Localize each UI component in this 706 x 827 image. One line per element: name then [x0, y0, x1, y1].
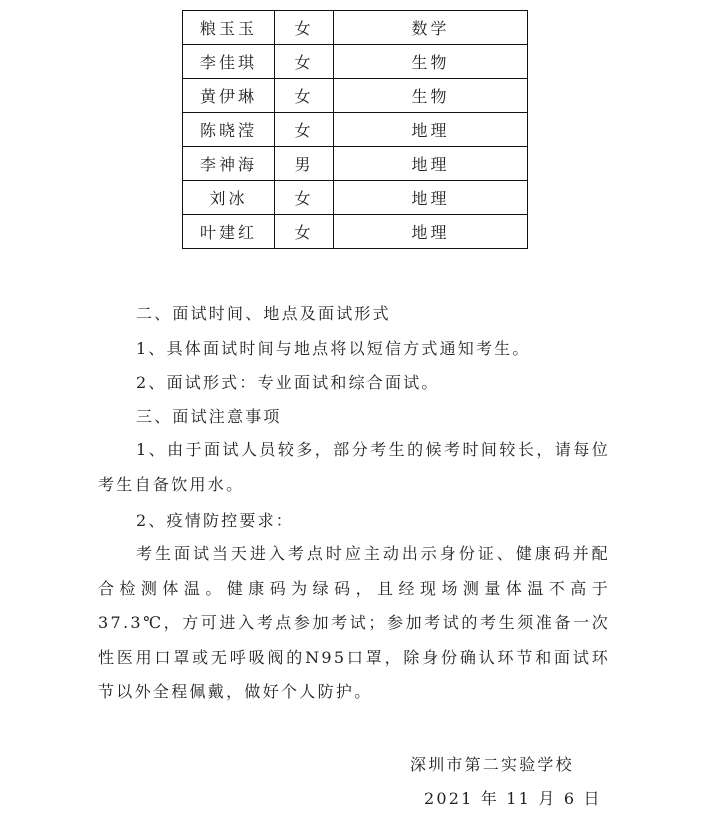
candidate-name: 李神海	[183, 147, 275, 181]
candidate-gender: 女	[275, 45, 334, 79]
candidate-subject: 数学	[334, 11, 528, 45]
table-row	[183, 215, 528, 249]
section2-item-2: 2、面试形式：专业面试和综合面试。	[136, 373, 440, 392]
section3-item-1: 1、由于面试人员较多，部分考生的候考时间较长，请每位考生自备饮用水。	[98, 440, 610, 494]
section2-item-1: 1、具体面试时间与地点将以短信方式通知考生。	[136, 339, 531, 358]
candidate-subject: 生物	[334, 79, 528, 113]
candidate-subject: 地理	[334, 215, 528, 249]
table-row	[183, 79, 528, 113]
table-row	[183, 181, 528, 215]
candidate-gender: 女	[275, 79, 334, 113]
candidate-name: 粮玉玉	[183, 11, 275, 45]
section-heading-notes: 三、面试注意事项	[136, 407, 282, 426]
candidate-subject: 地理	[334, 147, 528, 181]
candidate-name: 陈晓滢	[183, 113, 275, 147]
candidate-name: 李佳琪	[183, 45, 275, 79]
epidemic-control-paragraph: 考生面试当天进入考点时应主动出示身份证、健康码并配合检测体温。健康码为绿码，且经现场测量体温不高于 37.3℃，方可进入考点参加考试；参加考试的考生须准备一次性医用口罩或无呼吸阀的N95口罩，除身份确认环节和面试环节以外全程佩戴，做好个人防护。	[98, 544, 610, 701]
candidate-gender: 女	[275, 113, 334, 147]
signature-organization: 深圳市第二实验学校	[410, 755, 574, 774]
candidate-name: 刘冰	[183, 181, 275, 215]
candidate-subject: 地理	[334, 113, 528, 147]
candidate-gender: 男	[275, 147, 334, 181]
table-row	[183, 11, 528, 45]
section-heading-interview-time: 二、面试时间、地点及面试形式	[136, 304, 391, 323]
candidate-gender: 女	[275, 215, 334, 249]
candidate-gender: 女	[275, 181, 334, 215]
signature-date: 2021 年 11 月 6 日	[424, 789, 602, 808]
candidate-subject: 生物	[334, 45, 528, 79]
table-row	[183, 45, 528, 79]
section3-item-2-title: 2、疫情防控要求：	[136, 511, 294, 530]
candidate-name: 黄伊琳	[183, 79, 275, 113]
candidate-name: 叶建红	[183, 215, 275, 249]
candidate-subject: 地理	[334, 181, 528, 215]
candidate-table	[182, 10, 528, 249]
table-row	[183, 147, 528, 181]
candidate-gender: 女	[275, 11, 334, 45]
table-row	[183, 113, 528, 147]
